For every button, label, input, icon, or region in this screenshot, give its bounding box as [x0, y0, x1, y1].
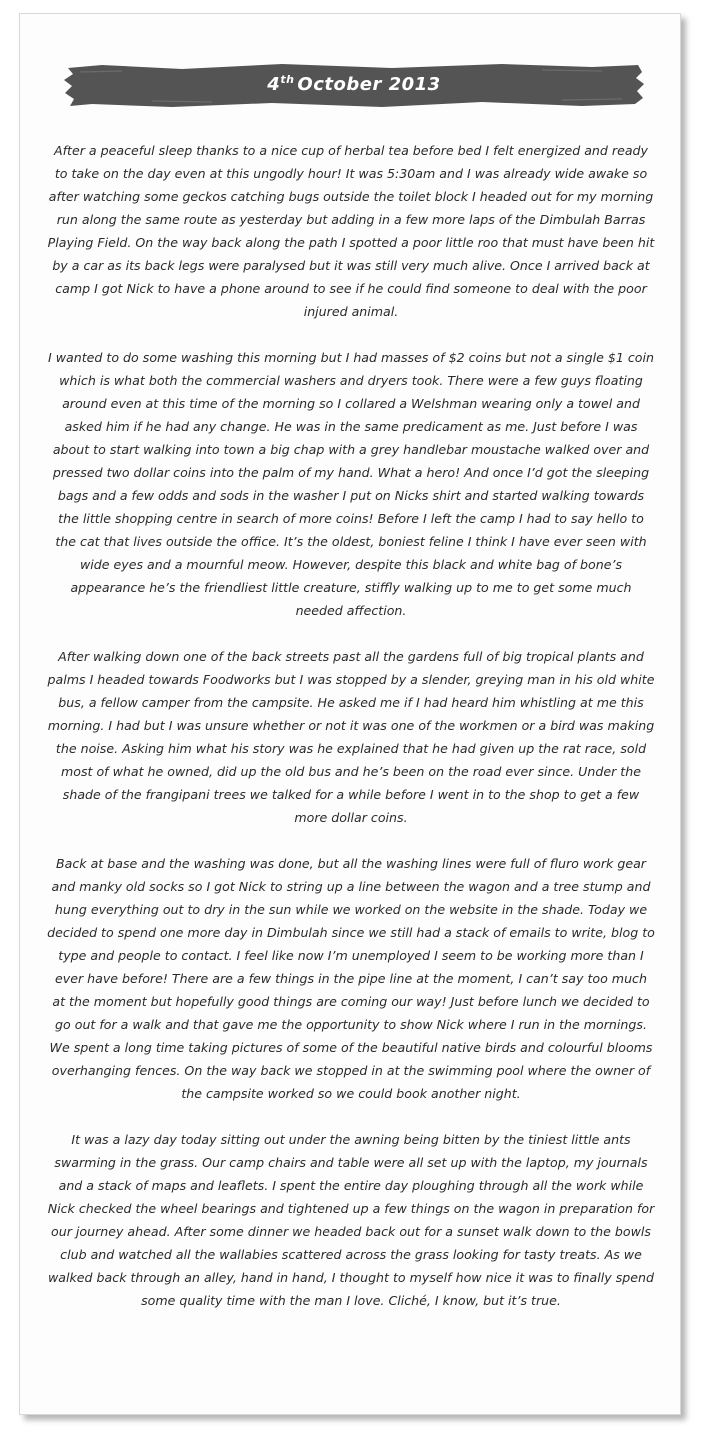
paragraph: Back at base and the washing was done, but all the washing lines were full of fluro work gear and manky old socks so I got Nick to string up a line between the wagon and a tree stump and hung everything out to dry in the sun while we worked on the website in the shade. Today we decided to spend one more day in Dimbulah since we still had a stack of emails to write, blog to type and people to contact. I feel like now I’m unemployed I seem to be working more than I ever have before! There are a few things in the pipe line at the moment, I can’t say too much at the moment but hopefully good things are coming our way! Just before lunch we decided to go out for a walk and that gave me the opportunity to show Nick where I run in the mornings. We spent a long time taking pictures of some of the beautiful native birds and colourful blooms overhanging fences. On the way back we stopped in at the swimming pool where the owner of the campsite worked so we could book another night. [47, 856, 655, 1101]
paragraph: After a peaceful sleep thanks to a nice cup of herbal tea before bed I felt energized and ready to take on the day even at this ungodly hour! It was 5:30am and I was already wide awake so after watching some geckos catching bugs outside the toilet block I headed out for my morning run along the same route as yesterday but adding in a few more laps of the Dimbulah Barras Playing Field. On the way back along the path I spotted a poor little roo that must have been hit by a car as its back legs were paralysed but it was still very much alive. Once I arrived back at camp I got Nick to have a phone around to see if he could find someone to deal with the poor injured animal. [47, 143, 655, 319]
paragraph: I wanted to do some washing this morning but I had masses of $2 coins but not a single $1 coin which is what both the commercial washers and dryers took. There were a few guys floating around even at this time of the morning so I collared a Welshman wearing only a towel and asked him if he had any change. He was in the same predicament as me. Just before I was about to start walking into town a big chap with a grey handlebar moustache walked over and pressed two dollar coins into the palm of my hand. What a hero! And once I’d got the sleeping bags and a few odds and sods in the washer I put on Nicks shirt and started walking towards the little shopping centre in search of more coins! Before I left the camp I had to say hello to the cat that lives outside the office. It’s the oldest, boniest feline I think I have ever seen with wide eyes and a mournful meow. However, despite this black and white bag of bone’s appearance he’s the friendliest little creature, stiffly walking up to me to get some much needed affection. [48, 350, 654, 618]
date-suffix: th [280, 73, 295, 86]
date-day: 4 [267, 74, 281, 95]
date-month-year: October 2013 [297, 74, 441, 95]
paragraph: After walking down one of the back streets past all the gardens full of big tropical plants and palms I headed towards Foodworks but I was stopped by a slender, greying man in his old white bus, a fellow camper from the campsite. He asked me if I had heard him whistling at me this morning. I had but I was unsure whether or not it was one of the workmen or a bird was making the noise. Asking him what his story was he explained that he had given up the rat race, sold most of what he owned, did up the old bus and he’s been on the road ever since. Under the shade of the frangipani trees we talked for a while before I went in to the shop to get a few more dollar coins. [47, 649, 655, 825]
journal-body [47, 139, 655, 1335]
paragraph: It was a lazy day today sitting out under the awning being bitten by the tiniest little ants swarming in the grass. Our camp chairs and table were all set up with the laptop, my journals and a stack of maps and leaflets. I spent the entire day ploughing through all the work while Nick checked the wheel bearings and tightened up a few things on the wagon in preparation for our journey ahead. After some dinner we headed back out for a sunset walk down to the bowls club and watched all the wallabies scattered across the grass looking for tasty treats. As we walked back through an alley, hand in hand, I thought to myself how nice it was to finally spend some quality time with the man I love. Cliché, I know, but it’s true. [47, 1132, 655, 1308]
entry-date [62, 60, 646, 110]
date-banner [62, 60, 646, 110]
journal-page [19, 13, 681, 1415]
